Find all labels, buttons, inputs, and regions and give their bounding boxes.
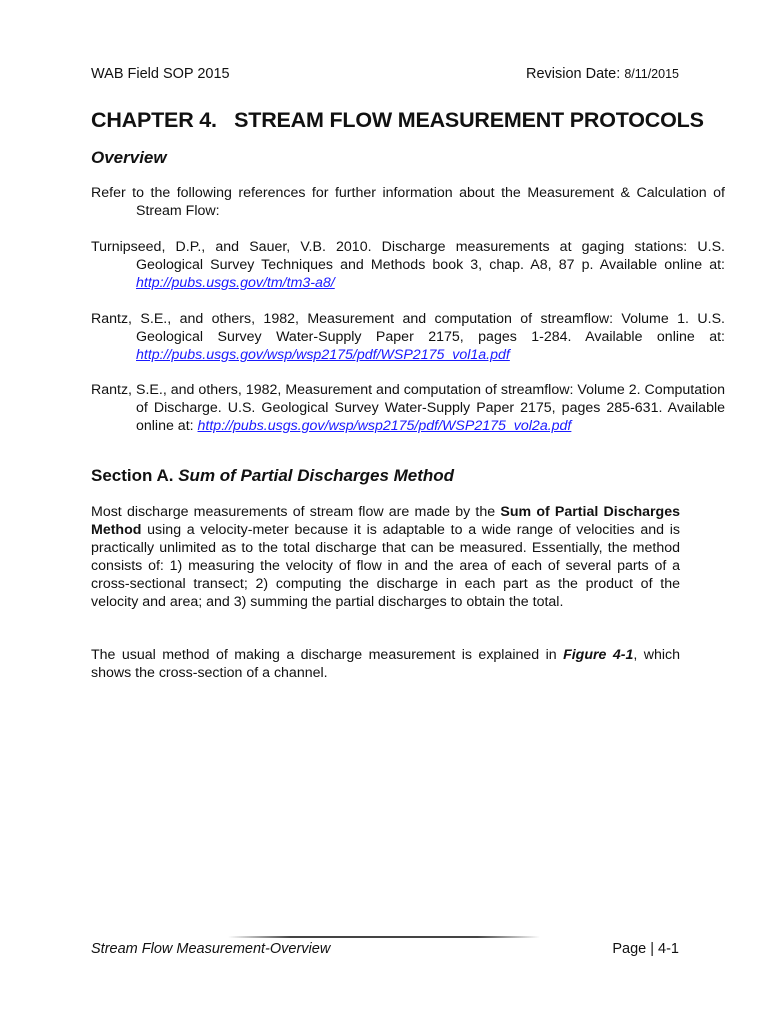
reference-link[interactable]: http://pubs.usgs.gov/tm/tm3-a8/ xyxy=(136,275,335,291)
reference-text: Rantz, S.E., and others, 1982, Measurement and computation of streamflow: Volume 1. U.S. Geological Survey Water-Supply Paper 2175, pages 1-284. Available online at: xyxy=(91,311,725,345)
section-a-title: Sum of Partial Discharges Method xyxy=(178,466,455,485)
method-paragraph xyxy=(91,503,680,611)
header-revision xyxy=(526,66,679,82)
footer-title: Stream Flow Measurement-Overview xyxy=(91,941,331,957)
section-a-heading xyxy=(91,466,454,486)
revision-label: Revision Date: xyxy=(525,66,625,82)
figure-paragraph xyxy=(91,646,680,682)
page-number: Page | 4-1 xyxy=(612,941,679,957)
section-a-prefix: Section A. xyxy=(91,466,179,485)
header-title: WAB Field SOP 2015 xyxy=(91,66,230,82)
chapter-title: CHAPTER 4. STREAM FLOW MEASUREMENT PROTOCOLS xyxy=(91,108,704,132)
reference-link[interactable]: http://pubs.usgs.gov/wsp/wsp2175/pdf/WSP2175_vol2a.pdf xyxy=(197,418,572,434)
reference-link[interactable]: http://pubs.usgs.gov/wsp/wsp2175/pdf/WSP2175_vol1a.pdf xyxy=(136,347,510,363)
method-text-pre: Most discharge measurements of stream flow are made by the xyxy=(91,504,501,520)
method-name-bold: Sum of Partial Discharges Method xyxy=(91,504,681,538)
footer-divider xyxy=(228,936,540,938)
overview-heading: Overview xyxy=(91,148,167,167)
reference-text: Rantz, S.E., and others, 1982, Measurement and computation of streamflow: Volume 2. Computation of Discharge. U.S. Geological Survey Water-Supply Paper 2175, pages 285-631. Available online at: xyxy=(91,382,725,434)
reference-text: Turnipseed, D.P., and Sauer, V.B. 2010. Discharge measurements at gaging stations: U.S. Geological Survey Techniques and Methods book 3, chap. A8, 87 p. Available online at: xyxy=(91,239,725,273)
revision-date: 8/11/2015 xyxy=(624,67,679,81)
method-text-post: using a velocity-meter because it is adaptable to a wide range of velocities and is practically unlimited as to the total discharge that can be measured. Essentially, the method consists of: 1) measuring the velocity of flow in and the area of each of several parts of a cross-sectional transect; 2) computing the discharge in each part as the product of the velocity and area; and 3) summing the partial discharges to obtain the total. xyxy=(91,522,680,610)
reference-item xyxy=(91,381,725,435)
figure-reference: Figure 4-1 xyxy=(563,647,634,663)
reference-item xyxy=(91,238,725,292)
reference-item xyxy=(91,310,725,364)
figure-text-pre: The usual method of making a discharge measurement is explained in xyxy=(91,647,564,663)
figure-text-post: , which shows the cross-section of a channel. xyxy=(91,647,680,681)
intro-paragraph: Refer to the following references for further information about the Measurement & Calculation of Stream Flow: xyxy=(91,185,725,219)
